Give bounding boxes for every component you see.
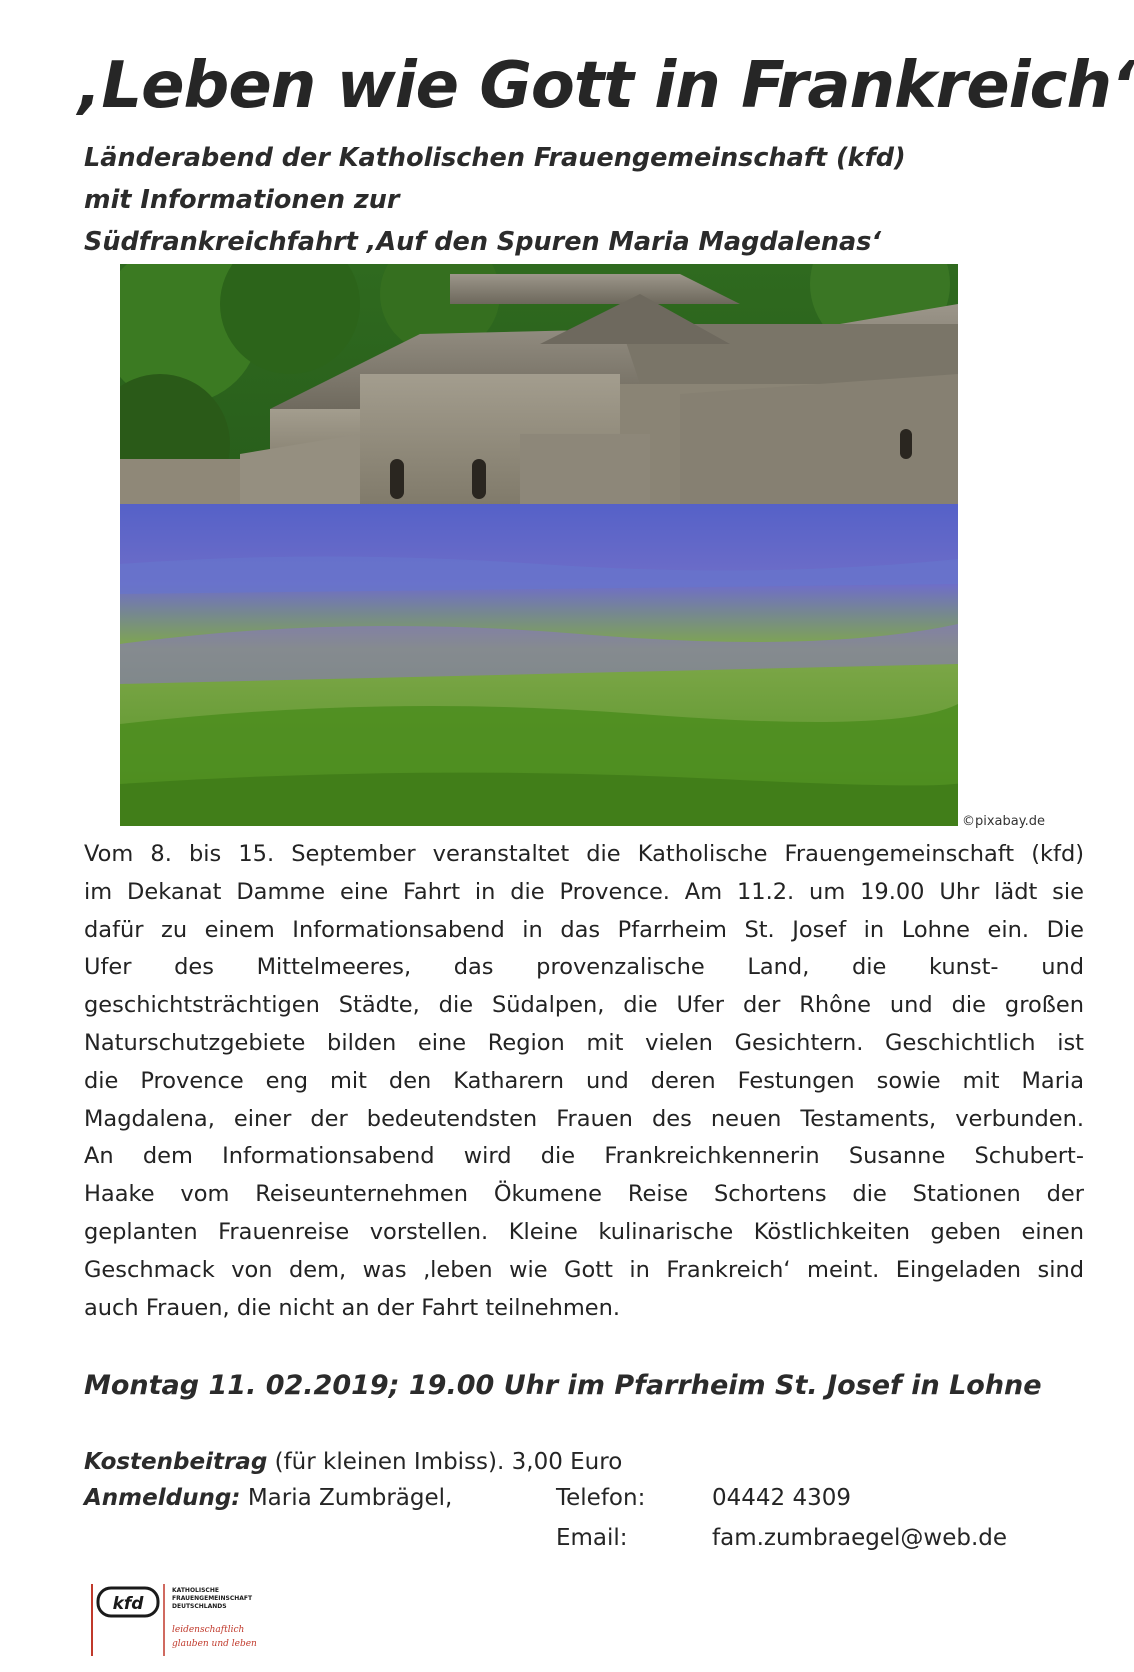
registration-name: Maria Zumbrägel, [247,1485,453,1511]
logo-org-line-2: FRAUENGEMEINSCHAFT [172,1595,253,1602]
description-line: Vom 8. bis 15. September veranstaltet die Katholische Frauengemeinschaft (kfd) [84,841,1084,867]
email-value: fam.zumbraegel@web.de [712,1525,1008,1551]
logo-org-line-1: KATHOLISCHE [172,1587,219,1594]
subtitle-line-1: Länderabend der Katholischen Frauengemeinschaft (kfd) [84,143,906,173]
photo-illustration [120,264,958,826]
subtitle-line-2: mit Informationen zur [84,185,400,215]
logo-slogan-line-2: glauben und leben [172,1639,257,1649]
cost-row [84,1444,622,1480]
kfd-logo-graphic [88,1580,308,1660]
description-line: dafür zu einem Informationsabend in das Pfarrheim St. Josef in Lohne ein. Die [84,916,1084,943]
description-line: Magdalena, einer der bedeutendsten Frauen des neuen Testaments, verbunden. [84,1105,1084,1132]
registration-row [84,1480,452,1516]
description-line: Ufer des Mittelmeeres, das provenzalische Land, die kunst- und [84,954,1084,981]
flyer-title: ‚Leben wie Gott in Frankreich‘ [78,49,1134,123]
description-line: An dem Informationsabend wird die Frankreichkennerin Susanne Schubert- [84,1143,1084,1170]
email-label: Email: [556,1525,628,1551]
description-line: Naturschutzgebiete bilden eine Region mit vielen Gesichtern. Geschichtlich ist [84,1029,1084,1056]
description-line: auch Frauen, die nicht an der Fahrt teilnehmen. [84,1294,621,1321]
subtitle-line-3: Südfrankreichfahrt ‚Auf den Spuren Maria Magdalenas‘ [84,227,882,257]
description-line: Geschmack von dem, was ‚leben wie Gott in Frankreich‘ meint. Eingeladen sind [84,1256,1084,1283]
photo-credit: ©pixabay.de [962,814,1045,829]
description-text [84,836,1084,1327]
abbey-lavender-photo [120,264,958,826]
description-line: die Provence eng mit den Katharern und deren Festungen sowie mit Maria [84,1067,1084,1094]
description-line: Haake vom Reiseunternehmen Ökumene Reise Schortens die Stationen der [84,1181,1084,1208]
logo-org-line-3: DEUTSCHLANDS [172,1603,227,1610]
cost-value: (für kleinen Imbiss). 3,00 Euro [267,1449,623,1475]
phone-value: 04442 4309 [712,1485,852,1511]
kfd-mark: kfd [112,1594,144,1614]
description-line: geplanten Frauenreise vorstellen. Kleine kulinarische Köstlichkeiten geben einen [84,1218,1084,1245]
description-line: geschichtsträchtigen Städte, die Südalpen, die Ufer der Rhône und die großen [84,992,1084,1019]
event-date-location: Montag 11. 02.2019; 19.00 Uhr im Pfarrheim St. Josef in Lohne [84,1370,1042,1401]
registration-label: Anmeldung: [84,1485,241,1511]
phone-label: Telefon: [556,1485,646,1511]
logo-slogan-line-1: leidenschaftlich [172,1625,245,1635]
cost-label: Kostenbeitrag [84,1449,268,1475]
kfd-logo [88,1580,308,1660]
description-line: im Dekanat Damme eine Fahrt in die Provence. Am 11.2. um 19.00 Uhr lädt sie [84,878,1084,905]
